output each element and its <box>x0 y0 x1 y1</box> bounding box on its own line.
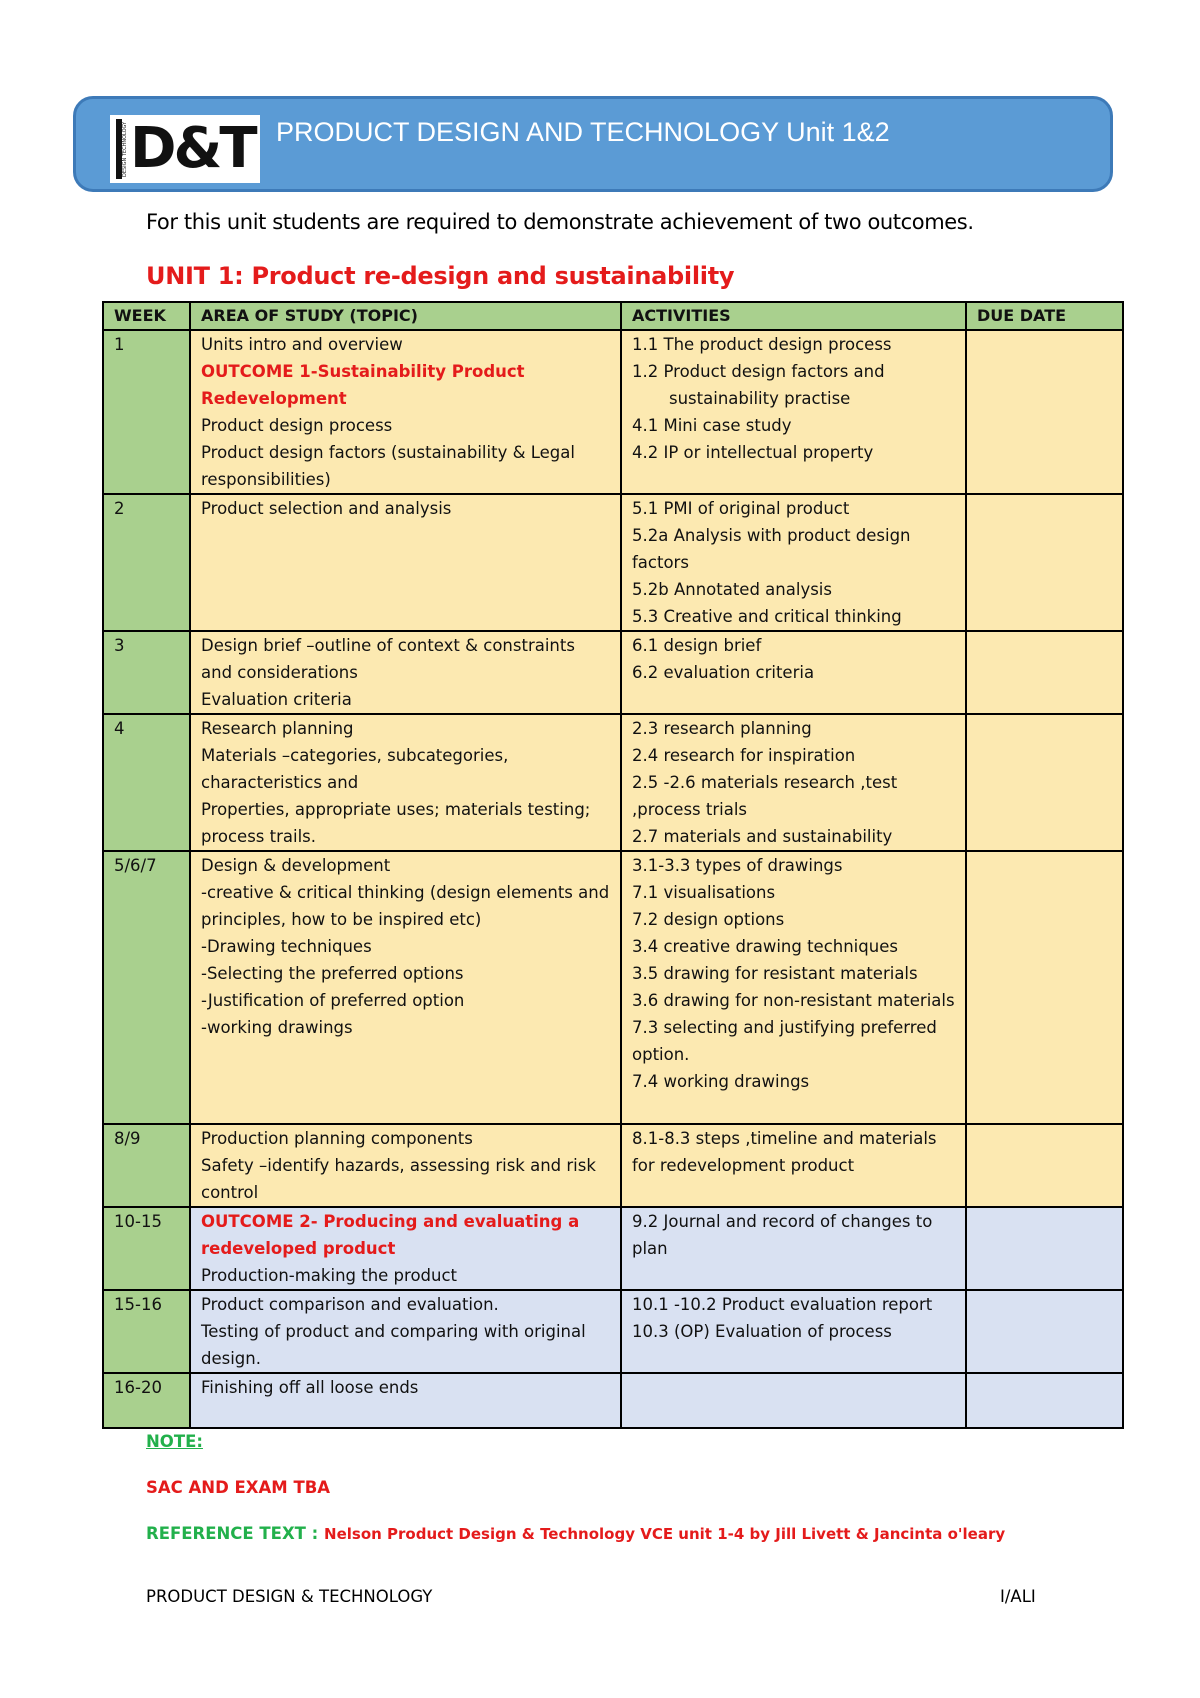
table-header-row <box>103 302 1123 330</box>
activity-line: 2.7 materials and sustainability <box>632 827 893 846</box>
reference-label: REFERENCE TEXT : <box>146 1524 319 1543</box>
activity-line: 4.1 Mini case study <box>632 416 792 435</box>
reference-value: Nelson Product Design & Technology VCE unit 1-4 by Jill Livett & Jancinta o'leary <box>324 1525 1006 1543</box>
table-row <box>103 1207 1123 1290</box>
table-row <box>103 494 1123 631</box>
activity-line: 2.3 research planning <box>632 719 812 738</box>
footer-right: I/ALI <box>1000 1587 1036 1606</box>
activities-cell <box>621 1290 966 1373</box>
area-line: Product selection and analysis <box>201 499 452 518</box>
reference-line <box>146 1524 1005 1543</box>
activity-line: 1.1 The product design process <box>632 335 892 354</box>
logo-mark: D&T <box>130 116 255 181</box>
outcome-2-heading: OUTCOME 2- Producing and evaluating a redeveloped product <box>201 1212 580 1258</box>
area-line: Product design factors (sustainability & Legal responsibilities) <box>201 443 575 489</box>
due-date-cell <box>966 714 1123 851</box>
activities-cell <box>621 330 966 494</box>
footer-left: PRODUCT DESIGN & TECHNOLOGY <box>146 1587 433 1606</box>
activity-line: 3.5 drawing for resistant materials <box>632 964 918 983</box>
activity-line: 6.2 evaluation criteria <box>632 663 815 682</box>
due-date-cell <box>966 631 1123 714</box>
area-cell <box>190 714 621 851</box>
due-date-cell <box>966 1290 1123 1373</box>
table-row <box>103 714 1123 851</box>
activity-line: 5.2a Analysis with product design factors <box>632 526 911 572</box>
header-due-date: DUE DATE <box>966 302 1123 330</box>
activity-line: 7.2 design options <box>632 910 785 929</box>
activity-line: 10.1 -10.2 Product evaluation report <box>632 1295 933 1314</box>
table-row <box>103 851 1123 1124</box>
activities-cell <box>621 1373 966 1428</box>
area-cell <box>190 330 621 494</box>
activity-line: 1.2 Product design factors and <box>632 362 885 381</box>
area-cell <box>190 1290 621 1373</box>
activities-cell <box>621 1207 966 1290</box>
page-title: PRODUCT DESIGN AND TECHNOLOGY Unit 1&2 <box>276 117 890 147</box>
activities-cell <box>621 714 966 851</box>
table-row <box>103 1373 1123 1428</box>
activity-line: 7.3 selecting and justifying preferred option. <box>632 1018 937 1064</box>
due-date-cell <box>966 1373 1123 1428</box>
activity-line: 5.3 Creative and critical thinking <box>632 607 902 626</box>
schedule-table <box>102 301 1124 1429</box>
activity-line: 2.5 -2.6 materials research ,test ,process trials <box>632 773 898 819</box>
area-line: Finishing off all loose ends <box>201 1378 419 1397</box>
activity-line: 5.2b Annotated analysis <box>632 580 832 599</box>
dt-logo <box>110 115 260 183</box>
activity-line: 9.2 Journal and record of changes to plan <box>632 1212 933 1258</box>
area-cell <box>190 1207 621 1290</box>
week-cell: 16-20 <box>103 1373 190 1428</box>
area-line: -creative & critical thinking (design elements and principles, how to be inspired etc) <box>201 883 610 929</box>
table-row <box>103 330 1123 494</box>
activity-line: 7.4 working drawings <box>632 1072 810 1091</box>
activity-line: 2.4 research for inspiration <box>632 746 856 765</box>
note-label: NOTE: <box>146 1432 203 1451</box>
area-line: Production-making the product <box>201 1266 458 1285</box>
area-line: Design brief –outline of context & constraints and considerations <box>201 636 575 682</box>
week-cell: 1 <box>103 330 190 494</box>
area-cell <box>190 631 621 714</box>
week-cell: 10-15 <box>103 1207 190 1290</box>
area-cell <box>190 494 621 631</box>
due-date-cell <box>966 494 1123 631</box>
due-date-cell <box>966 1207 1123 1290</box>
header-activities: ACTIVITIES <box>621 302 966 330</box>
week-cell: 2 <box>103 494 190 631</box>
area-cell <box>190 851 621 1124</box>
title-banner <box>73 96 1113 192</box>
activities-cell <box>621 851 966 1124</box>
week-cell: 4 <box>103 714 190 851</box>
area-line: Units intro and overview <box>201 335 403 354</box>
area-line: -working drawings <box>201 1018 353 1037</box>
activity-line: 10.3 (OP) Evaluation of process <box>632 1322 892 1341</box>
activities-cell <box>621 631 966 714</box>
outcome-1-heading: OUTCOME 1-Sustainability Product Redevelopment <box>201 362 525 408</box>
due-date-cell <box>966 330 1123 494</box>
activity-line: 3.6 drawing for non-resistant materials <box>632 991 955 1010</box>
header-area: AREA OF STUDY (TOPIC) <box>190 302 621 330</box>
activity-line: 3.1-3.3 types of drawings <box>632 856 843 875</box>
due-date-cell <box>966 1124 1123 1207</box>
area-line: Safety –identify hazards, assessing risk and risk control <box>201 1156 596 1202</box>
area-cell <box>190 1124 621 1207</box>
table-row <box>103 631 1123 714</box>
area-line: -Drawing techniques <box>201 937 372 956</box>
unit-heading: UNIT 1: Product re-design and sustainability <box>146 262 735 290</box>
activity-line: 5.1 PMI of original product <box>632 499 850 518</box>
area-line: Product comparison and evaluation. <box>201 1295 499 1314</box>
activity-line: 6.1 design brief <box>632 636 762 655</box>
due-date-cell <box>966 851 1123 1124</box>
area-line: Evaluation criteria <box>201 690 352 709</box>
logo-subtext: DESIGN TECHNOLOGY <box>122 121 128 177</box>
area-line: -Justification of preferred option <box>201 991 465 1010</box>
area-line: Product design process <box>201 416 393 435</box>
area-line: Design & development <box>201 856 391 875</box>
table-row <box>103 1124 1123 1207</box>
area-line: Properties, appropriate uses; materials testing; process trails. <box>201 800 591 846</box>
intro-text: For this unit students are required to demonstrate achievement of two outcomes. <box>146 210 974 234</box>
week-cell: 15-16 <box>103 1290 190 1373</box>
activity-line: 3.4 creative drawing techniques <box>632 937 898 956</box>
week-cell: 8/9 <box>103 1124 190 1207</box>
activity-line: 4.2 IP or intellectual property <box>632 443 874 462</box>
week-cell: 3 <box>103 631 190 714</box>
area-cell <box>190 1373 621 1428</box>
week-cell: 5/6/7 <box>103 851 190 1124</box>
area-line: Production planning components <box>201 1129 473 1148</box>
area-line: Materials –categories, subcategories, characteristics and <box>201 746 509 792</box>
area-line: Research planning <box>201 719 354 738</box>
activity-line: 8.1-8.3 steps ,timeline and materials for redevelopment product <box>632 1129 937 1175</box>
area-line: Testing of product and comparing with original design. <box>201 1322 586 1368</box>
area-line: -Selecting the preferred options <box>201 964 464 983</box>
activity-line: sustainability practise <box>669 389 851 408</box>
sac-exam-note: SAC AND EXAM TBA <box>146 1478 331 1497</box>
header-week: WEEK <box>103 302 190 330</box>
activities-cell <box>621 1124 966 1207</box>
activities-cell <box>621 494 966 631</box>
table-row <box>103 1290 1123 1373</box>
activity-line: 7.1 visualisations <box>632 883 776 902</box>
